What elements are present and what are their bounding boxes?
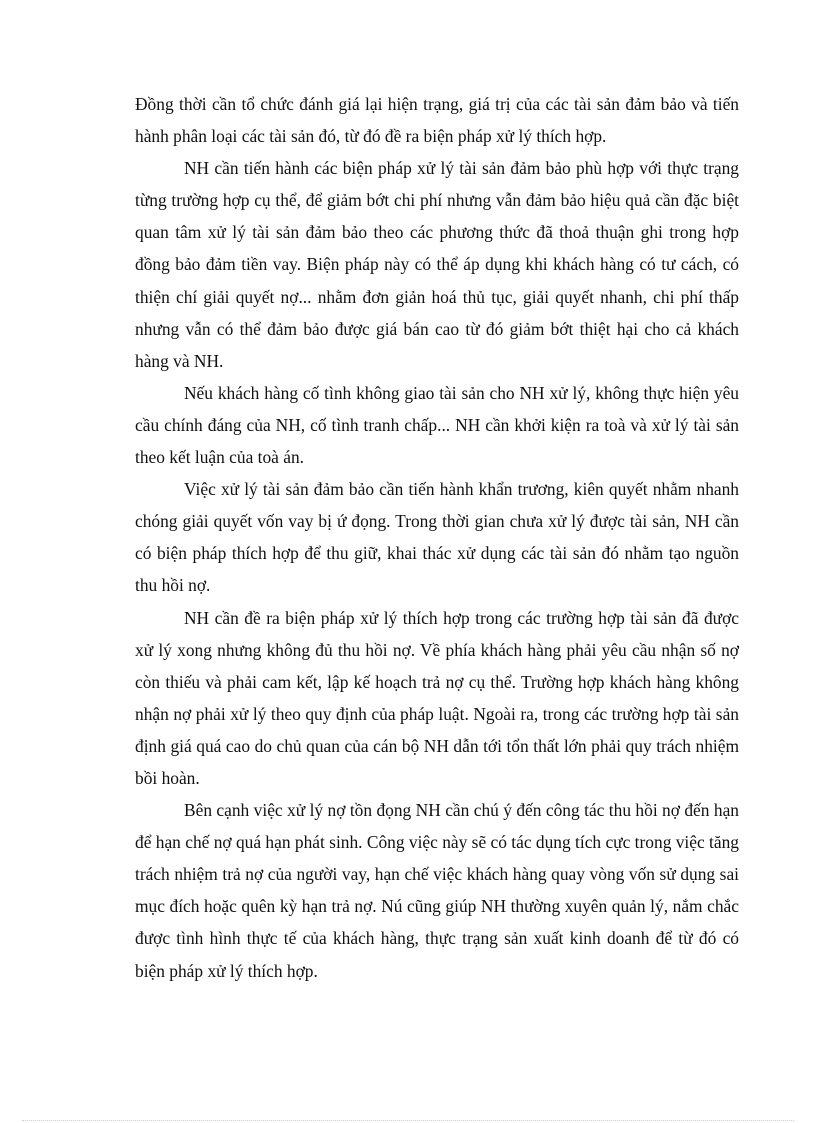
page-bottom-divider — [22, 1120, 794, 1121]
paragraph-1: Đồng thời cần tổ chức đánh giá lại hiện trạng, giá trị của các tài sản đảm bảo và tiến hành phân loại các tài sản đó, từ đó đề ra biện pháp xử lý thích hợp. — [135, 94, 739, 147]
paragraph-5: NH cần đề ra biện pháp xử lý thích hợp trong các trường hợp tài sản đã được xử lý xong nhưng không đủ thu hồi nợ. Về phía khách hàng phải yêu cầu nhận số nợ còn thiếu và phải cam kết, lập kế hoạch trả nợ cụ thể. Trường hợp khách hàng không nhận nợ phải xử lý theo quy định của pháp luật. Ngoài ra, trong các trường hợp tài sản định giá quá cao do chủ quan của cán bộ NH dẫn tới tổn thất lớn phải quy trách nhiệm bồi hoàn. — [135, 607, 739, 788]
paragraph-2: NH cần tiến hành các biện pháp xử lý tài sản đảm bảo phù hợp với thực trạng từng trường hợp cụ thể, để giảm bớt chi phí nhưng vẫn đảm bảo hiệu quả cần đặc biệt quan tâm xử lý tài sản đảm bảo theo các phương thức đã thoả thuận ghi trong hợp đồng bảo đảm tiền vay. Biện pháp này có thể áp dụng khi khách hàng có tư cách, có thiện chí giải quyết nợ... nhằm đơn giản hoá thủ tục, giải quyết nhanh, chi phí thấp nhưng vẫn có thể đảm bảo được giá bán cao từ đó giảm bớt thiệt hại cho cả khách hàng và NH. — [135, 158, 739, 371]
paragraph-6: Bên cạnh việc xử lý nợ tồn đọng NH cần chú ý đến công tác thu hồi nợ đến hạn để hạn chế nợ quá hạn phát sinh. Công việc này sẽ có tác dụng tích cực trong việc tăng trách nhiệm trả nợ của người vay, hạn chế việc khách hàng quay vòng vốn sử dụng sai mục đích hoặc quên kỳ hạn trả nợ. Nú cũng giúp NH thường xuyên quản lý, nắm chắc được tình hình thực tế của khách hàng, thực trạng sản xuất kinh doanh để từ đó có biện pháp xử lý thích hợp. — [135, 800, 739, 981]
paragraph-3: Nếu khách hàng cố tình không giao tài sản cho NH xử lý, không thực hiện yêu cầu chính đáng của NH, cố tình tranh chấp... NH cần khởi kiện ra toà và xử lý tài sản theo kết luận của toà án. — [135, 382, 739, 468]
paragraph-4: Việc xử lý tài sản đảm bảo cần tiến hành khẩn trương, kiên quyết nhằm nhanh chóng giải quyết vốn vay bị ứ đọng. Trong thời gian chưa xử lý được tài sản, NH cần có biện pháp thích hợp để thu giữ, khai thác xử dụng các tài sản đó nhằm tạo nguồn thu hồi nợ. — [135, 479, 739, 596]
document-body — [135, 88, 739, 987]
